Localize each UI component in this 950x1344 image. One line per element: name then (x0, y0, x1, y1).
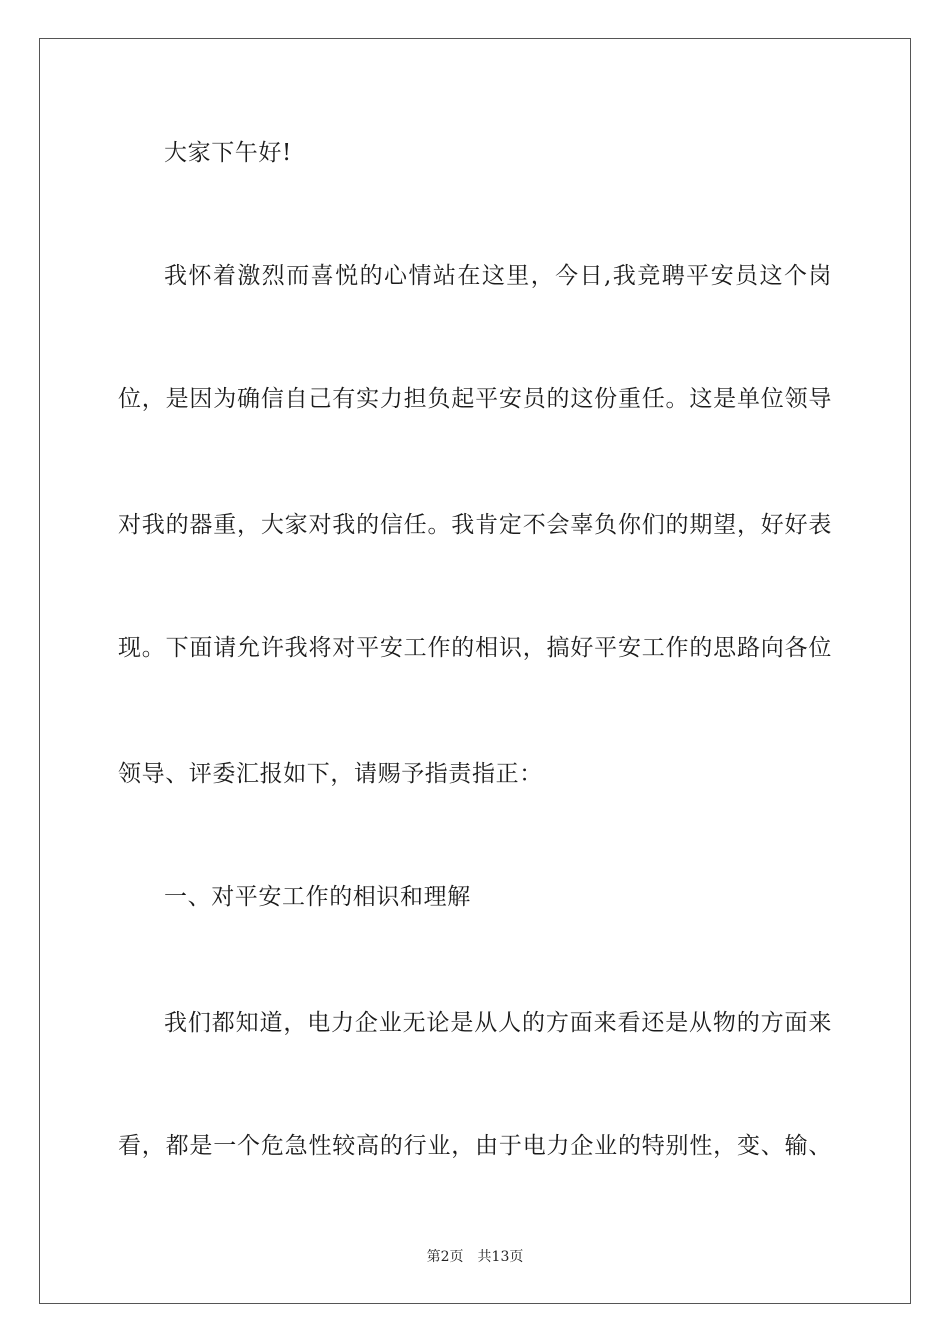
page-number: 第2页 (426, 1249, 464, 1265)
page-footer (0, 1248, 950, 1266)
paragraph-line: 对我的器重，大家对我的信任。我肯定不会辜负你们的期望，好好表 (118, 512, 832, 538)
paragraph-line: 我们都知道，电力企业无论是从人的方面来看还是从物的方面来 (164, 1010, 832, 1036)
page-total: 共13页 (477, 1249, 524, 1265)
page-border (39, 38, 911, 1304)
paragraph-line: 现。下面请允许我将对平安工作的相识，搞好平安工作的思路向各位 (118, 635, 832, 661)
paragraph-line: 看，都是一个危急性较高的行业，由于电力企业的特别性，变、输、 (118, 1133, 832, 1159)
greeting-line: 大家下午好! (164, 140, 292, 166)
section-heading: 一、对平安工作的相识和理解 (164, 884, 471, 910)
paragraph-line: 领导、评委汇报如下，请赐予指责指正： (118, 761, 543, 787)
paragraph-line: 我怀着激烈而喜悦的心情站在这里，今日,我竞聘平安员这个岗 (164, 263, 832, 289)
paragraph-line: 位，是因为确信自己有实力担负起平安员的这份重任。这是单位领导 (118, 386, 832, 412)
